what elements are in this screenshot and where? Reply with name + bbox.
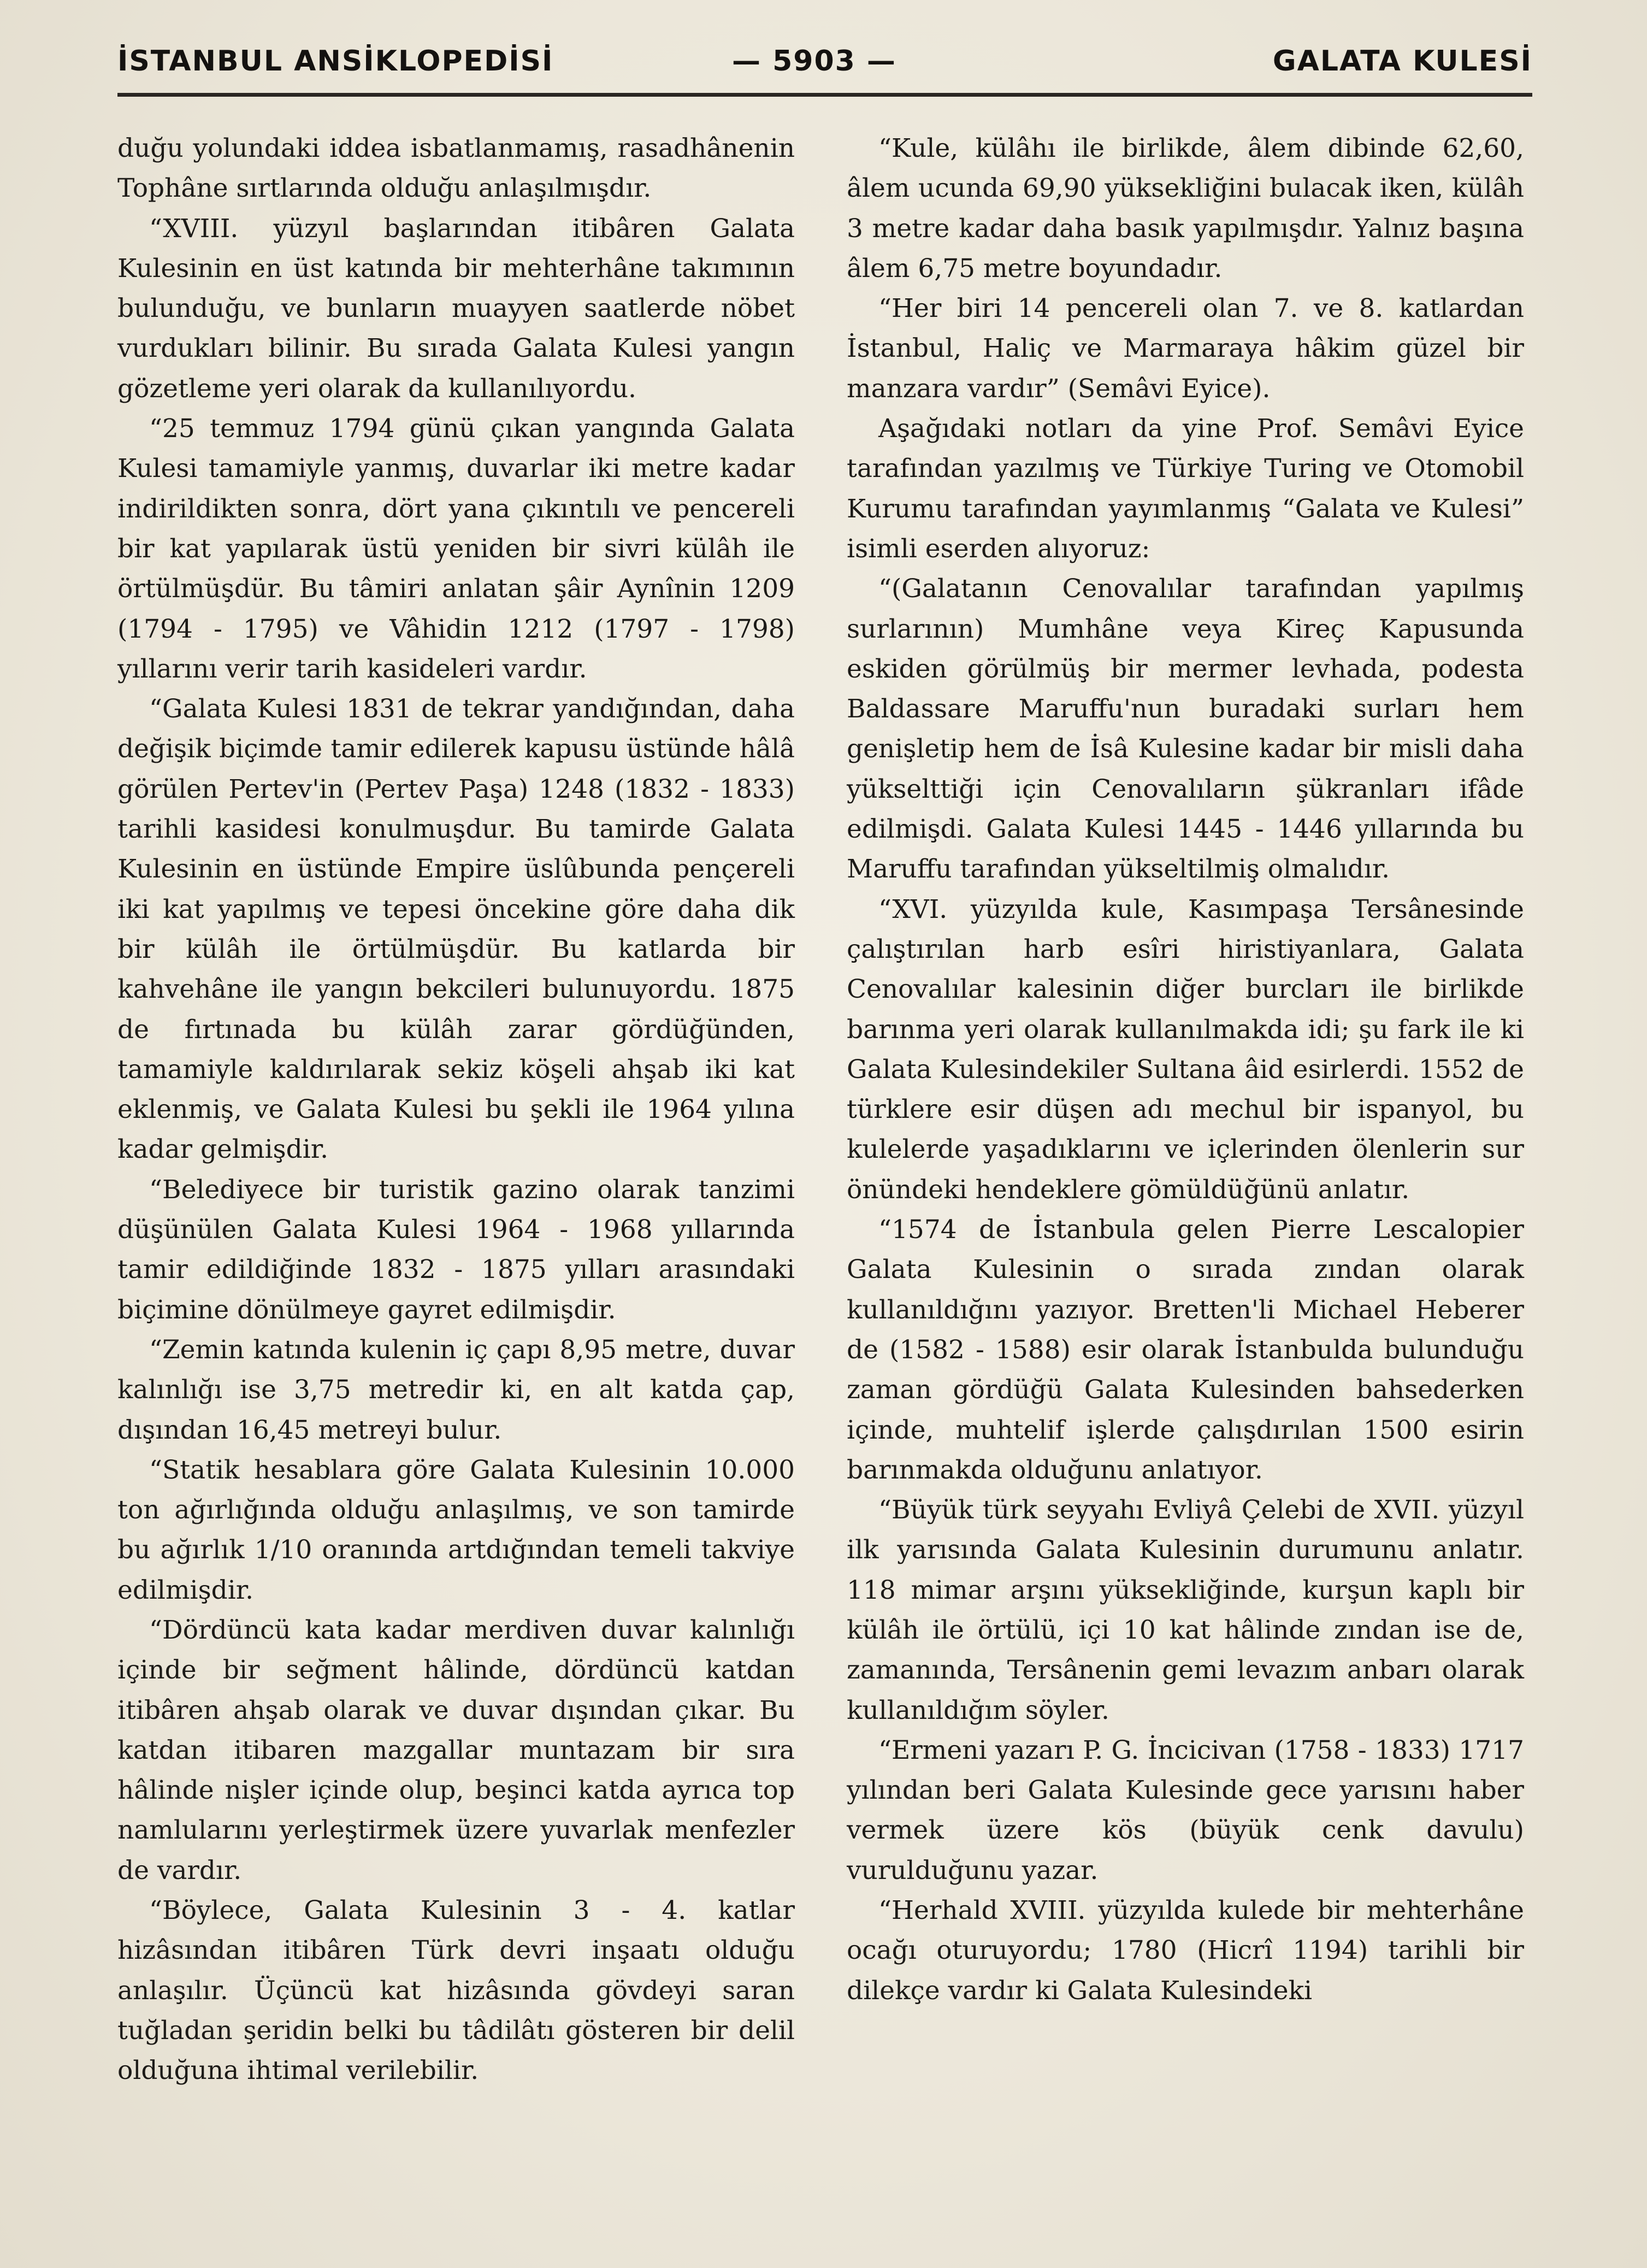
paragraph: duğu yolundaki iddea isbatlanmamış, rasadhânenin Tophâne sırtlarında olduğu anlaşılmışdır.	[117, 133, 795, 204]
right-column	[847, 128, 1524, 2011]
paragraph: “Büyük türk seyyahı Evliyâ Çelebi de XVII. yüzyıl ilk yarısında Galata Kulesinin durumunu anlatır. 118 mimar arşını yüksekliğinde, kurşun kaplı bir külâh ile örtülü, içi 10 kat hâlinde zından ise de, zamanında, Tersânenin gemi levazım anbarı olarak kullanıldığım söyler.	[847, 1495, 1524, 1725]
page-number: — 5903 —	[732, 45, 896, 78]
paragraph: “XVIII. yüzyıl başlarından itibâren Galata Kulesinin en üst katında bir mehterhâne takımının bulunduğu, ve bunların muayyen saatlerde nöbet vurdukları bilinir. Bu sırada Galata Kulesi yangın gözetleme yeri olarak da kullanılıyordu.	[117, 213, 795, 404]
paragraph: “Böylece, Galata Kulesinin 3 - 4. katlar hizâsından itibâren Türk devri inşaatı olduğu anlaşılır. Üçüncü kat hizâsında gövdeyi saran tuğladan şeridin belki bu tâdilâtı gösteren bir delil olduğuna ihtimal verilebilir.	[117, 1895, 795, 2086]
paragraph: Aşağıdaki notları da yine Prof. Semâvi Eyice tarafından yazılmış ve Türkiye Turing ve Otomobil Kurumu tarafından yayımlanmış “Galata ve Kulesi” isimli eserden alıyoruz:	[847, 414, 1524, 564]
paragraph: “Her biri 14 pencereli olan 7. ve 8. katlardan İstanbul, Haliç ve Marmaraya hâkim güzel bir manzara vardır” (Semâvi Eyice).	[847, 293, 1524, 404]
article-title: GALATA KULESİ	[1272, 45, 1532, 78]
paragraph: “Belediyece bir turistik gazino olarak tanzimi düşünülen Galata Kulesi 1964 - 1968 yıllarında tamir edildiğinde 1832 - 1875 yılları arasındaki biçimine dönülmeye gayret edilmişdir.	[117, 1174, 795, 1325]
running-header	[117, 45, 1532, 99]
paragraph: “Statik hesablara göre Galata Kulesinin 10.000 ton ağırlığında olduğu anlaşılmış, ve son tamirde bu ağırlık 1/10 oranında artdığından temeli takviye edilmişdir.	[117, 1454, 795, 1605]
paragraph: “1574 de İstanbula gelen Pierre Lescalopier Galata Kulesinin o sırada zından olarak kullanıldığını yazıyor. Bretten'li Michael Heberer de (1582 - 1588) esir olarak İstanbulda bulunduğu zaman gördüğü Galata Kulesinden bahsederken içinde, muhtelif işlerde çalışdırılan 1500 esirin barınmakda olduğunu anlatıyor.	[847, 1215, 1524, 1485]
left-column	[117, 128, 795, 2091]
paragraph: “Dördüncü kata kadar merdiven duvar kalınlığı içinde bir seğment hâlinde, dördüncü katdan itibâren ahşab olarak ve duvar dışından çıkar. Bu katdan itibaren mazgallar muntazam bir sıra hâlinde nişler içinde olup, beşinci katda ayrıca top namlularını yerleştirmek üzere yuvarlak menfezler de vardır.	[117, 1615, 795, 1886]
paragraph: “Ermeni yazarı P. G. İncicivan (1758 - 1833) 1717 yılından beri Galata Kulesinde gece yarısını haber vermek üzere kös (büyük cenk davulu) vurulduğunu yazar.	[847, 1735, 1524, 1886]
paragraph: “Zemin katında kulenin iç çapı 8,95 metre, duvar kalınlığı ise 3,75 metredir ki, en alt katda çap, dışından 16,45 metreyi bulur.	[117, 1334, 795, 1445]
paragraph: “25 temmuz 1794 günü çıkan yangında Galata Kulesi tamamiyle yanmış, duvarlar iki metre kadar indirildikten sonra, dört yana çıkıntılı ve pencereli bir kat yapılarak üstü yeniden bir sivri külâh ile örtülmüşdür. Bu tâmiri anlatan şâir Aynînin 1209 (1794 - 1795) ve Vâhidin 1212 (1797 - 1798) yıllarını verir tarih kasideleri vardır.	[117, 414, 795, 684]
paragraph: “Kule, külâhı ile birlikde, âlem dibinde 62,60, âlem ucunda 69,90 yüksekliğini bulacak iken, külâh 3 metre kadar daha basık yapılmışdır. Yalnız başına âlem 6,75 metre boyundadır.	[847, 133, 1524, 284]
header-rule	[117, 93, 1532, 97]
paragraph: “Galata Kulesi 1831 de tekrar yandığından, daha değişik biçimde tamir edilerek kapusu üstünde hâlâ görülen Pertev'in (Pertev Paşa) 1248 (1832 - 1833) tarihli kasidesi konulmuşdur. Bu tamirde Galata Kulesinin en üstünde Empire üslûbunda pençereli iki kat yapılmış ve tepesi öncekine göre daha dik bir külâh ile örtülmüşdür. Bu katlarda bir kahvehâne ile yangın bekcileri bulunuyordu. 1875 de fırtınada bu külâh zarar gördüğünden, tamamiyle kaldırılarak sekiz köşeli ahşab iki kat eklenmiş, ve Galata Kulesi bu şekli ile 1964 yılına kadar gelmişdir.	[117, 694, 795, 1165]
paragraph: “Herhald XVIII. yüzyılda kulede bir mehterhâne ocağı oturuyordu; 1780 (Hicrî 1194) tarihli bir dilekçe vardır ki Galata Kulesindeki	[847, 1895, 1524, 2006]
paragraph: “XVI. yüzyılda kule, Kasımpaşa Tersânesinde çalıştırılan harb esîri hiristiyanlara, Galata Cenovalılar kalesinin diğer burcları ile birlikde barınma yeri olarak kullanılmakda idi; şu fark ile ki Galata Kulesindekiler Sultana âid esirlerdi. 1552 de türklere esir düşen adı mechul bir ispanyol, bu kulelerde yaşadıklarını ve içlerinden ölenlerin sur önündeki hendeklere gömüldüğünü anlatır.	[847, 894, 1524, 1205]
publication-title: İSTANBUL ANSİKLOPEDİSİ	[117, 45, 554, 78]
paragraph: “(Galatanın Cenovalılar tarafından yapılmış surlarının) Mumhâne veya Kireç Kapusunda eskiden görülmüş bir mermer levhada, podesta Baldassare Maruffu'nun buradaki surları hem genişletip hem de İsâ Kulesine kadar bir misli daha yükselttiği için Cenovalıların şükranları ifâde edilmişdi. Galata Kulesi 1445 - 1446 yıllarında bu Maruffu tarafından yükseltilmiş olmalıdır.	[847, 574, 1524, 885]
